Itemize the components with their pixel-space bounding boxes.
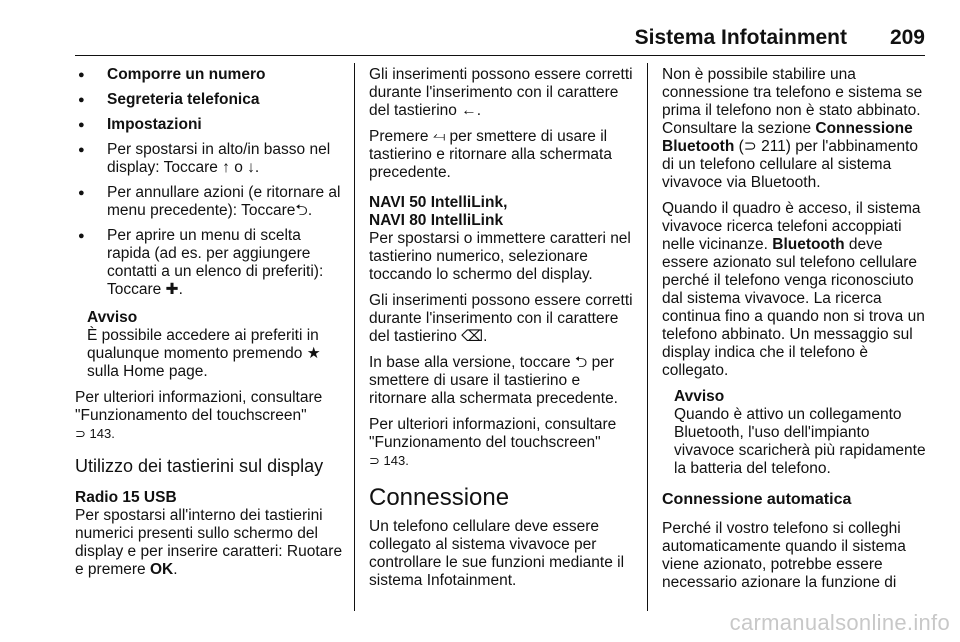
bold-term: Bluetooth — [772, 236, 845, 253]
header-title: Sistema Infotainment — [634, 26, 847, 49]
column-1 — [75, 66, 343, 587]
paragraph-text: (⊃ 211) per l'abbinamento di un telefono cellulare al sistema vivavoce via Bluetooth. — [662, 138, 919, 191]
paragraph: Gli inserimenti possono essere corretti durante l'inserimento con il carattere del tastierino ←. — [369, 66, 633, 119]
note-block — [75, 309, 343, 381]
paragraph: Un telefono cellulare deve essere collegato al sistema vivavoce per controllare le sue funzioni mediante il sistema Infotainment. — [369, 518, 625, 589]
paragraph: In base alla versione, toccare ⮌ per smettere di usare il tastierino e ritornare alla schermata precedente. — [369, 354, 618, 407]
page-reference: ⊃ 143. — [75, 426, 115, 441]
ok-button-label: OK — [149, 561, 174, 578]
header-rule — [75, 55, 925, 56]
note-title: Avviso — [674, 388, 725, 405]
note-text: Quando è attivo un collegamento Bluetooth, l'uso dell'impianto vivavoce scaricherà più rapidamente la batteria del telefono. — [674, 406, 926, 477]
note-title: Avviso — [87, 309, 138, 326]
subsection-title: Radio 15 USB — [75, 489, 177, 506]
subsection-title-1: NAVI 50 IntelliLink, — [369, 194, 508, 211]
bullet-item: ● Impostazioni — [75, 116, 343, 134]
more-info-paragraph — [75, 389, 343, 443]
watermark-text: carmanualsonline.info — [729, 610, 950, 635]
paragraph: Gli inserimenti possono essere corretti durante l'inserimento con il carattere del tastierino ⌫. — [369, 292, 633, 345]
bold-reference: Connessione Bluetooth — [662, 120, 913, 155]
radio-text: Per spostarsi all'interno dei tastierini numerici presenti sullo schermo del display e per inserire caratteri: Ruotare e premere — [75, 507, 343, 578]
column-divider-1 — [354, 63, 355, 611]
paragraph-text: Non è possibile stabilire una connessione tra telefono e sistema se prima il telefono non è stato abbinato. Consultare la sezione — [662, 66, 923, 137]
paragraph — [662, 66, 930, 192]
radio-text-end: . — [173, 561, 178, 578]
more-info-text: Per ulteriori informazioni, consultare "Funzionamento del touchscreen" — [369, 416, 617, 451]
column-2 — [369, 66, 637, 598]
page-reference: ⊃ 143. — [369, 453, 409, 468]
note-text: È possibile accedere ai preferiti in qualunque momento premendo ★ sulla Home page. — [87, 327, 321, 380]
section-heading-connessione: Connessione — [369, 484, 510, 511]
paragraph-text: Quando il quadro è acceso, il sistema vivavoce ricerca telefoni accoppiati nelle vicinanze. — [662, 200, 921, 253]
bullet-item: ● Per aprire un menu di scelta rapida (ad es. per aggiungere contatti a un elenco di preferiti): Toccare ✚. — [75, 227, 343, 299]
more-info-paragraph — [369, 416, 637, 470]
paragraph-text: deve essere azionato sul telefono cellulare perché il telefono venga riconosciuto dal sistema vivavoce. La ricerca continua fino a quando non si trova un telefono abbinato. Un messaggio sul display indica che il telefono è collegato. — [662, 236, 925, 379]
section-heading-auto: Connessione automatica — [662, 491, 852, 508]
column-3 — [662, 66, 930, 600]
bullet-item: ● Per annullare azioni (e ritornare al menu precedente): Toccare⮌. — [75, 184, 343, 220]
bullet-item: ● Segreteria telefonica — [75, 91, 343, 109]
radio-paragraph — [75, 507, 343, 579]
paragraph: Premere ⥚ per smettere di usare il tastierino e ritornare alla schermata precedente. — [369, 128, 612, 181]
paragraph — [662, 200, 930, 380]
more-info-text: Per ulteriori informazioni, consultare "Funzionamento del touchscreen" — [75, 389, 323, 424]
page-header — [75, 26, 925, 54]
column-divider-2 — [647, 63, 648, 611]
paragraph: Perché il vostro telefono si colleghi automaticamente quando il sistema viene azionato, potrebbe essere necessario azionare la funzione di — [662, 520, 906, 591]
menu-bullet-list — [75, 66, 343, 299]
section-heading: Utilizzo dei tastierini sul display — [75, 456, 324, 476]
bullet-item: ● Comporre un numero — [75, 66, 343, 84]
subsection-title-2: NAVI 80 IntelliLink — [369, 212, 504, 229]
note-block — [662, 388, 930, 478]
paragraph: Per spostarsi o immettere caratteri nel tastierino numerico, selezionare toccando lo schermo del display. — [369, 230, 631, 283]
bullet-item: ● Per spostarsi in alto/in basso nel display: Toccare ↑ o ↓. — [75, 141, 343, 177]
page-number: 209 — [889, 26, 925, 49]
